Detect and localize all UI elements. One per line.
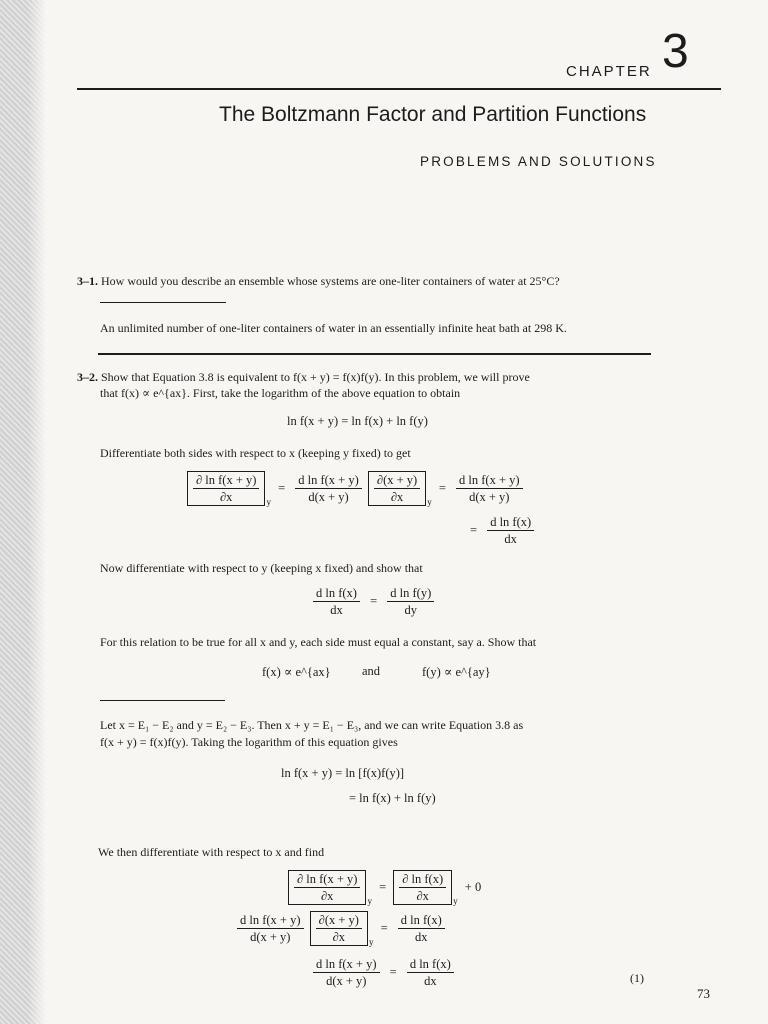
bracket-group: $\frac{\text{∂ ln f(x)}}{\partial x}$: [393, 870, 452, 905]
problem-number: 3–2.: [77, 370, 98, 384]
book-binding-shadow: [0, 0, 46, 1024]
solution-instruction-differentiate: We then differentiate with respect to x and find: [98, 845, 325, 859]
instruction-differentiate-y: Now differentiate with respect to y (keeping x fixed) and show that: [100, 561, 423, 575]
equation-log: ln f(x + y) = ln f(x) + ln f(y): [287, 414, 428, 428]
problem-3-2-question-line2: that f(x) ∝ e^{ax}. First, take the logarithm of the above equation to obtain: [100, 386, 461, 400]
equation-partial-x-cont: = $\frac{\text{d ln f(x)}}{dx}$: [466, 515, 537, 546]
solution-derivative-3: $\frac{\text{d ln f(x + y)}}{d(x + y)}$ = $\frac{\text{d ln f(x)}}{dx}$: [310, 957, 457, 988]
equation-ratio: $\frac{\text{d ln f(x)}}{dx}$ = $\frac{\text{d ln f(y)}}{dy}$: [310, 586, 437, 617]
solution-divider: [100, 302, 226, 303]
chapter-label: CHAPTER: [566, 63, 652, 80]
instruction-constant: For this relation to be true for all x and y, each side must equal a constant, say a. Show that: [100, 635, 537, 649]
solution-equation-2: = ln f(x) + ln f(y): [349, 791, 436, 805]
solution-derivative-1: $\frac{\text{∂ ln f(x + y)}}{\partial x}$ $_y$ = $\frac{\text{∂ ln f(x)}}{\partial x}$ $_y$ + 0: [288, 870, 485, 906]
bracket-group: $\frac{\partial(x + y)}{\partial x}$: [310, 911, 368, 946]
equation-partial-x: $\frac{\text{∂ ln f(x + y)}}{\partial x}$ $_y$ = $\frac{\text{d ln f(x + y)}}{d(x + y)}$ $\frac{\partial(x + y)}{\partial x}$ $_y$ = $\frac{\text{d ln f(x + y)}}{d(x + y)}$: [187, 471, 526, 507]
problem-text: How would you describe an ensemble whose systems are one-liter containers of water at 25°C?: [101, 274, 560, 288]
problem-3-2-question-line1: [77, 369, 530, 385]
problem-text: Show that Equation 3.8 is equivalent to f(x + y) = f(x)f(y). In this problem, we will prove: [101, 370, 530, 384]
chapter-title: The Boltzmann Factor and Partition Functions: [219, 103, 647, 126]
proportional-and: and: [362, 664, 381, 678]
bracket-group: $\frac{\partial(x + y)}{\partial x}$: [368, 471, 426, 506]
bracket-group: $\frac{\text{∂ ln f(x + y)}}{\partial x}$: [187, 471, 265, 506]
bracket-group: $\frac{\text{∂ ln f(x + y)}}{\partial x}$: [288, 870, 366, 905]
problem-separator: [98, 353, 651, 355]
problem-3-1-answer: An unlimited number of one-liter containers of water in an essentially infinite heat bath at 298 K.: [100, 321, 567, 335]
proportional-fy: f(y) ∝ e^{ay}: [422, 665, 491, 679]
problem-3-1-question: [77, 273, 560, 289]
proportional-fx: f(x) ∝ e^{ax}: [262, 665, 331, 679]
solution-divider: [100, 700, 225, 701]
chapter-number: 3: [662, 25, 689, 78]
solution-line1: Let x = E₁ − E₂ and y = E₂ − E₃. Then x + y = E₁ − E₃, and we can write Equation 3.8 as: [100, 718, 524, 732]
solution-equation-1: ln f(x + y) = ln [f(x)f(y)]: [281, 766, 405, 780]
equation-number: (1): [630, 971, 644, 985]
solution-derivative-2: $\frac{\text{d ln f(x + y)}}{d(x + y)}$ $\frac{\partial(x + y)}{\partial x}$ $_y$ = $\frac{\text{d ln f(x)}}{dx}$: [234, 911, 448, 947]
instruction-differentiate-x: Differentiate both sides with respect to x (keeping y fixed) to get: [100, 446, 411, 460]
page-number: 73: [697, 986, 710, 1001]
section-heading: PROBLEMS AND SOLUTIONS: [420, 154, 657, 169]
solution-line2: f(x + y) = f(x)f(y). Taking the logarithm of this equation gives: [100, 735, 398, 749]
chapter-rule: [77, 88, 721, 90]
problem-number: 3–1.: [77, 274, 98, 288]
